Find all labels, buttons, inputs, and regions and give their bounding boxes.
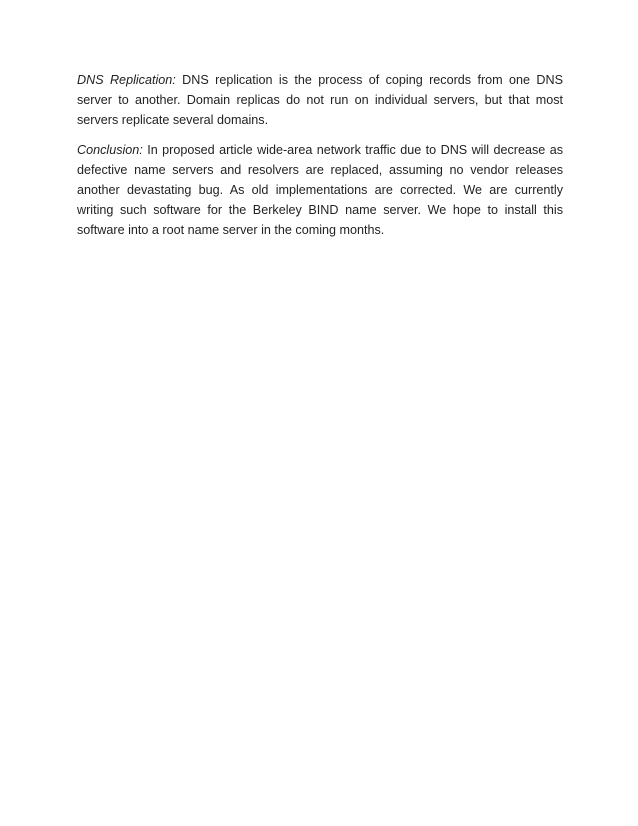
conclusion-paragraph xyxy=(77,140,563,240)
document-body xyxy=(77,70,563,250)
dns-replication-text: DNS replication is the process of coping records from one DNS server to another. Domain replicas do not run on individual servers, but that most servers replicate several domains. xyxy=(77,73,564,127)
conclusion-heading: Conclusion: xyxy=(77,143,143,157)
dns-replication-paragraph xyxy=(77,70,563,130)
conclusion-text: In proposed article wide-area network traffic due to DNS will decrease as defective name servers and resolvers are replaced, assuming no vendor releases another devastating bug. As old implementations are corrected. We are currently writing such software for the Berkeley BIND name server. We hope to install this software into a root name server in the coming months. xyxy=(77,143,564,237)
dns-replication-heading: DNS Replication: xyxy=(77,73,176,87)
